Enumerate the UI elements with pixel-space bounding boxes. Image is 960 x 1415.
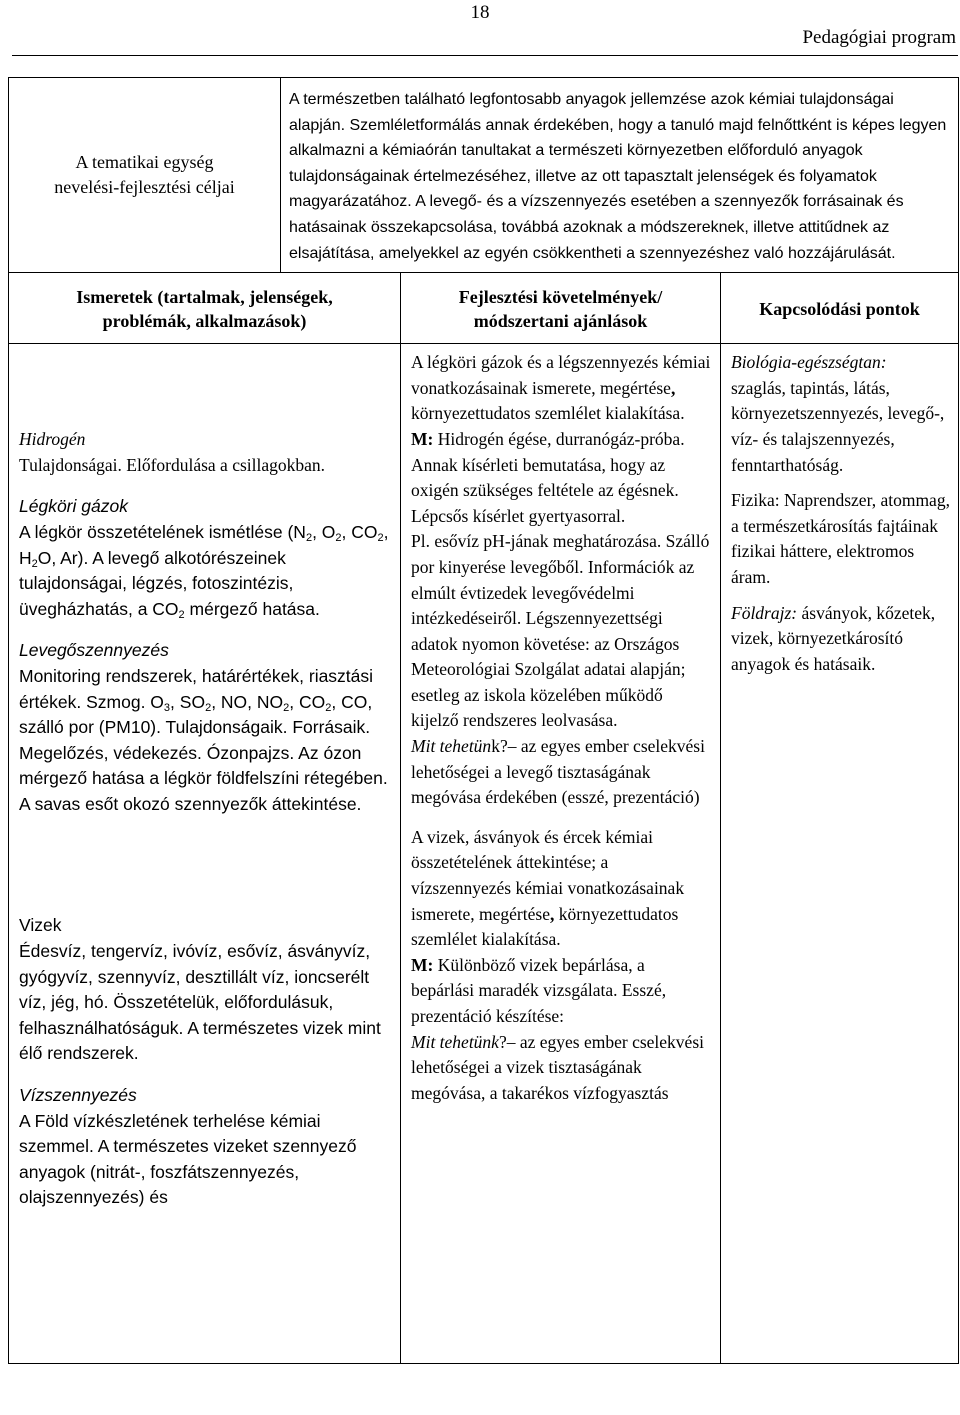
what-can-we-do: Mit tehetünk bbox=[411, 1031, 499, 1052]
method-label: M: bbox=[411, 428, 434, 449]
gases-text-part: , O bbox=[312, 521, 336, 542]
subscript: 3 bbox=[163, 701, 171, 714]
goal-label-line1: A tematikai egység bbox=[75, 152, 214, 173]
requirement-text: Pl. esővíz pH-jának meghatározása. Szálló por kinyerése levegőből. Információk az elmúlt évtizedek levegővédelmi intézkedéseiről. Légszennyezettségi adatok nyomon követése: az Országos Meteorológiai Szolgálat adatai alapján; esetleg az iskola közelében működő kijelző rendszeres leolvasása. bbox=[411, 531, 710, 731]
gases-text-part: O, Ar). A levegő alkotórészeinek tulajdonságai, légzés, fotoszintézis, üvegházhatás, a CO bbox=[19, 547, 294, 619]
gases-text-part: , CO bbox=[341, 521, 378, 542]
subscript: 2 bbox=[335, 531, 342, 544]
hydrogen-section bbox=[19, 427, 392, 478]
hydrogen-text: Tulajdonságai. Előfordulása a csillagokban. bbox=[19, 454, 326, 475]
comma: , bbox=[670, 377, 676, 398]
air-text-part: , SO bbox=[170, 691, 206, 712]
water-pollution-title: Vízszennyezés bbox=[19, 1085, 137, 1106]
gases-text-part: , H bbox=[19, 521, 389, 568]
gases-text bbox=[19, 522, 389, 619]
spacer bbox=[19, 817, 392, 913]
method-text: Hidrogén égése, durranógáz-próba. bbox=[433, 428, 685, 449]
air-text-part: , CO, szálló por (PM10). Tulajdonságaik. Forrásaik. Megelőzés, védekezés. Ózonpajzs. Az ózon mérgező hatása a légkör földfelszíni rétegében. A savas esőt okozó szennyezők áttekintése. bbox=[19, 691, 388, 814]
connections-header: Kapcsolódási pontok bbox=[721, 273, 959, 344]
spacer bbox=[19, 349, 392, 427]
subscript: 2 bbox=[325, 701, 332, 714]
what-can-we-do: Mit tehetün bbox=[411, 736, 492, 757]
spacer bbox=[731, 478, 950, 488]
water-pollution-text: A Föld vízkészletének terhelése kémiai szemmel. A természetes vizeket szennyező anyagok (nitrát-, foszfátszennyezés, olajszennyezés) és bbox=[19, 1110, 357, 1208]
subscript: 2 bbox=[305, 531, 313, 544]
waters-title: Vizek bbox=[19, 915, 62, 936]
waters-text: Édesvíz, tengervíz, ivóvíz, esővíz, ásványvíz, gyógyvíz, szennyvíz, desztillált víz, ioncserélt víz, jég, hó. Összetételük, előfordulásuk, felhasználhatóságuk. A természetes vizek mint élő rendszerek. bbox=[19, 941, 381, 1064]
biology-label: Biológia-egészségtan: bbox=[731, 352, 887, 373]
spacer bbox=[731, 591, 950, 601]
spacer bbox=[411, 811, 712, 825]
air-text-part: , CO bbox=[289, 691, 326, 712]
geography-label: Földrajz: bbox=[731, 602, 798, 623]
document-title: Pedagógiai program bbox=[802, 27, 956, 48]
goal-text: A természetben található legfontosabb anyagok jellemzése azok kémiai tulajdonságai alapján. Szemléletformálás annak érdekében, hogy a tanuló majd felnőttként is képes legyen alkalmazni a kémiaórán tanultakat a természeti környezetben előforduló anyagok tulajdonságainak értelmezéséhez, illetve az ott tapasztalt jelenségek és folyamatok magyarázatához. A levegő- és a vízszennyezés esetében a szennyezők forrásainak és hatásainak összekapcsolása, továbbá azoknak a módszereknek, illetve attitűdnek az elsajátítása, amelyekkel az egyén csökkentheti a szennyezéshez való hozzájárulását. bbox=[281, 78, 959, 273]
requirement-text: A légköri gázok és a légszennyezés kémiai vonatkozásainak ismerete, megértése bbox=[411, 352, 711, 398]
subscript: 2 bbox=[377, 531, 384, 544]
subscript: 2 bbox=[31, 557, 38, 570]
gases-text-part: A légkör összetételének ismétlése (N bbox=[19, 521, 306, 542]
geography-text: ásványok, kőzetek, vizek, környezetkárosító anyagok és hatásaik. bbox=[731, 602, 936, 674]
requirement-text: ?– az egyes ember cselekvési lehetőségei a vizek tisztaságának megóvása, a takarékos vízfogyasztás bbox=[411, 1031, 704, 1103]
subscript: 2 bbox=[178, 608, 185, 621]
gases-text-part: mérgező hatása. bbox=[184, 598, 320, 619]
biology-text: szaglás, tapintás, látás, környezetszennyezés, levegő-, víz- és talajszennyezés, fenntarthatóság. bbox=[731, 377, 945, 475]
goal-row bbox=[9, 78, 959, 273]
air-requirements bbox=[411, 350, 712, 811]
spacer bbox=[19, 478, 392, 494]
air-pollution-title: Levegőszennyezés bbox=[19, 640, 169, 661]
goal-label-line2: nevelési-fejlesztési céljai bbox=[54, 177, 235, 198]
spacer bbox=[19, 1067, 392, 1083]
hydrogen-title: Hidrogén bbox=[19, 429, 86, 450]
requirement-text: környezettudatos szemlélet kialakítása. bbox=[411, 403, 685, 424]
requirement-text: ?– az egyes ember cselekvési lehetőségei a levegő tisztaságának megóvása érdekében (esszé, prezentáció) bbox=[411, 736, 705, 808]
what-can-we-do-k: k bbox=[491, 736, 500, 757]
physics-connection: Fizika: Naprendszer, atommag, a természetkárosítás fajtáinak fizikai háttere, elektromos áram. bbox=[731, 490, 950, 587]
spacer bbox=[19, 622, 392, 638]
subscript: 2 bbox=[205, 701, 212, 714]
column-header-row bbox=[9, 273, 959, 344]
geography-connection bbox=[731, 601, 950, 678]
requirements-header-line2: módszertani ajánlások bbox=[473, 311, 648, 332]
gases-title: Légköri gázok bbox=[19, 496, 128, 517]
air-pollution-section bbox=[19, 638, 392, 817]
water-requirements bbox=[411, 825, 712, 1107]
waters-section bbox=[19, 913, 392, 1067]
air-text-part: , NO, NO bbox=[211, 691, 284, 712]
page-number: 18 bbox=[470, 2, 490, 23]
content-row bbox=[9, 344, 959, 1364]
connections-cell bbox=[721, 344, 959, 1364]
knowledge-header: Ismeretek (tartalmak, jelenségek, problémák, alkalmazások) bbox=[9, 273, 401, 344]
method-text: Különböző vizek bepárlása, a bepárlási maradék vizsgálata. Esszé, prezentáció készítése: bbox=[411, 954, 667, 1026]
requirement-text: Annak kísérleti bemutatása, hogy az oxigén szükséges feltétele az égésnek. Lépcsős kísérlet gyertyasorral. bbox=[411, 454, 679, 526]
knowledge-cell bbox=[9, 344, 401, 1364]
water-pollution-section bbox=[19, 1083, 392, 1211]
air-text-part: Monitoring rendszerek, határértékek, riasztási értékek. Szmog. O bbox=[19, 665, 374, 712]
subscript: 2 bbox=[283, 701, 290, 714]
goal-label-cell bbox=[9, 78, 281, 273]
gases-section bbox=[19, 494, 392, 622]
header-divider bbox=[12, 55, 958, 56]
method-label: M: bbox=[411, 954, 434, 975]
comma: , bbox=[549, 903, 555, 924]
requirement-text: A vizek, ásványok és ércek kémiai összetételének áttekintése; a vízszennyezés kémiai vonatkozásainak ismerete, megértése bbox=[411, 826, 685, 924]
curriculum-table bbox=[8, 77, 959, 1364]
requirement-text: környezettudatos szemlélet kialakítása. bbox=[411, 903, 679, 950]
requirements-cell bbox=[401, 344, 721, 1364]
biology-connection bbox=[731, 350, 950, 478]
requirements-header-line1: Fejlesztési követelmények/ bbox=[458, 287, 663, 308]
air-pollution-text bbox=[19, 666, 388, 814]
requirements-header bbox=[401, 273, 721, 344]
